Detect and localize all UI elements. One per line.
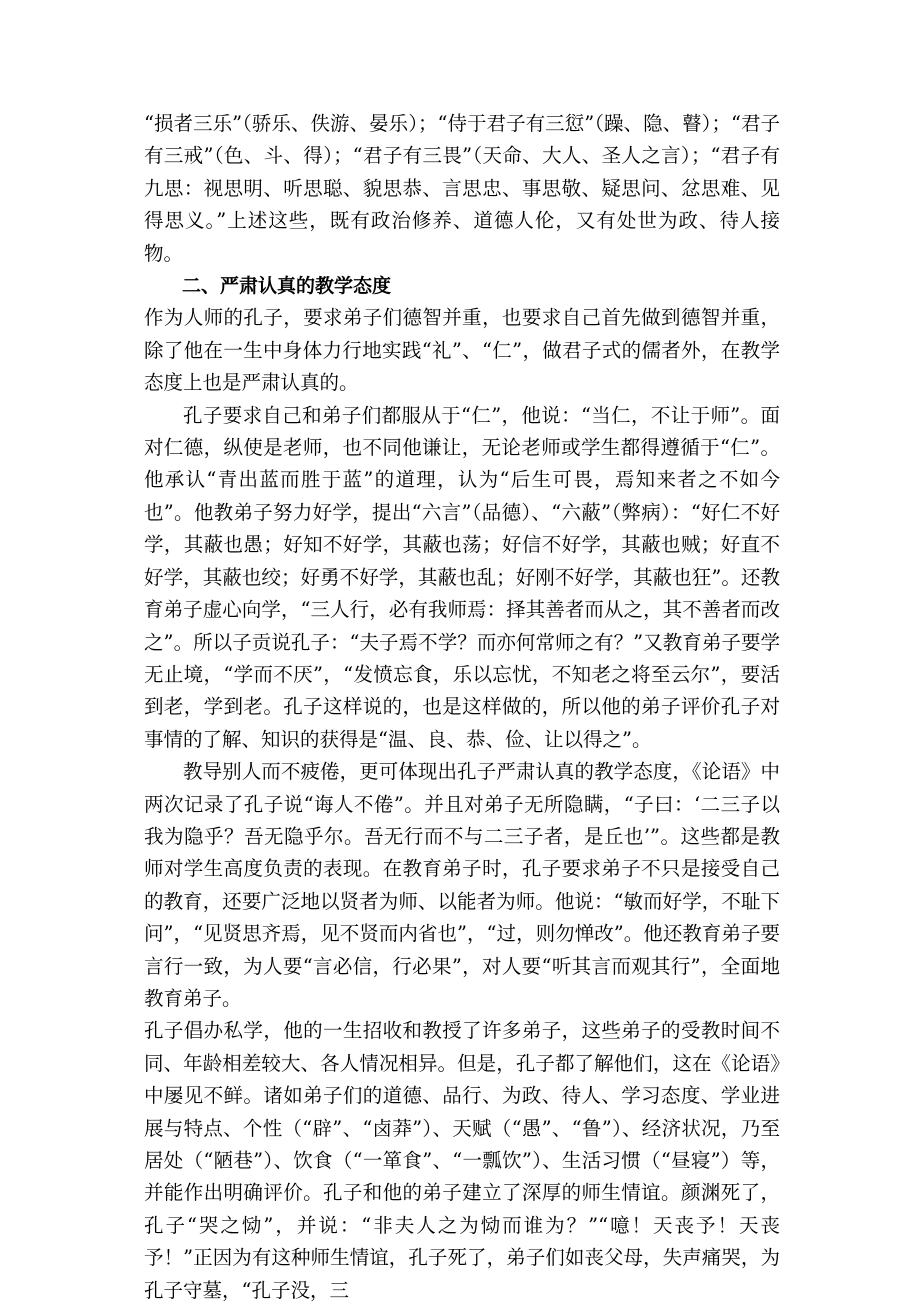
paragraph-teacher-virtue: 作为人师的孔子，要求弟子们德智并重，也要求自己首先做到德智并重，除了他在一生中身体力行地实践“礼”、“仁”，做君子式的儒者外，在教学态度上也是严肃认真的。 <box>144 306 780 395</box>
paragraph-benevolence: 孔子要求自己和弟子们都服从于“仁”，他说：“当仁，不让于师”。面对仁德，纵使是老师，也不同他谦让，无论老师或学生都得遵循于“仁”。他承认“青出蓝而胜于蓝”的道理，认为“后生可畏，焉知来者之不如今也”。他教弟子努力好学，提出“六言”（品德）、“六蔽”（弊病）：“好仁不好学，其蔽也愚；好知不好学，其蔽也荡；好信不好学，其蔽也贼；好直不好学，其蔽也绞；好勇不好学，其蔽也乱；好刚不好学，其蔽也狂”。还教育弟子虚心向学，“三人行，必有我师焉：择其善者而从之，其不善者而改之”。所以子贡说孔子：“夫子焉不学？而亦何常师之有？”又教育弟子要学无止境，“学而不厌”，“发愤忘食，乐以忘忧，不知老之将至云尔”，要活到老，学到老。孔子这样说的，也是这样做的，所以他的弟子评价孔子对事情的了解、知识的获得是“温、良、恭、俭、让以得之”。 <box>144 403 780 751</box>
paragraph-private-school: 孔子倡办私学，他的一生招收和教授了许多弟子，这些弟子的受教时间不同、年龄相差较大、各人情况相异。但是，孔子都了解他们，这在《论语》中屡见不鲜。诸如弟子们的道德、品行、为政、待人、学习态度、学业进展与特点、个性（“辟”、“卤莽”）、天赋（“愚”、“鲁”）、经济状况，乃至居处（“陋巷”）、饮食（“一箪食”、“一瓢饮”）、生活习惯（“昼寝”）等，并能作出明确评价。孔子和他的弟子建立了深厚的师生情谊。颜渊死了，孔子“哭之恸”，并说：“非夫人之为恸而谁为？”“噫！天丧予！天丧予！”正因为有这种师生情谊，孔子死了，弟子们如丧父母，失声痛哭，为孔子守墓，“孔子没，三 <box>144 1019 780 1302</box>
paragraph-three-joys: “损者三乐”（骄乐、佚游、晏乐）；“侍于君子有三愆”（躁、隐、瞽）；“君子有三戒”（色、斗、得）；“君子有三畏”（天命、大人、圣人之言）；“君子有九思：视思明、听思聪、貌思恭、言思忠、事思敬、疑思问、忿思难、见得思义。”上述这些，既有政治修养、道德人伦，又有处世为政、待人接物。 <box>144 112 780 265</box>
document-page <box>144 108 780 1307</box>
section-heading: 二、严肃认真的教学态度 <box>182 275 392 298</box>
paragraph-tireless-teaching: 教导别人而不疲倦，更可体现出孔子严肃认真的教学态度，《论语》中两次记录了孔子说“诲人不倦”。并且对弟子无所隐瞒，“子曰：‘二三子以我为隐乎？吾无隐乎尔。吾无行而不与二三子者，是丘也’”。这些都是教师对学生高度负责的表现。在教育弟子时，孔子要求弟子不只是接受自己的教育，还要广泛地以贤者为师、以能者为师。他说：“敏而好学，不耻下问”，“见贤思齐焉，见不贤而内省也”，“过，则勿惮改”。他还教育弟子要言行一致，为人要“言必信，行必果”，对人要“听其言而观其行”，全面地教育弟子。 <box>144 760 780 1010</box>
